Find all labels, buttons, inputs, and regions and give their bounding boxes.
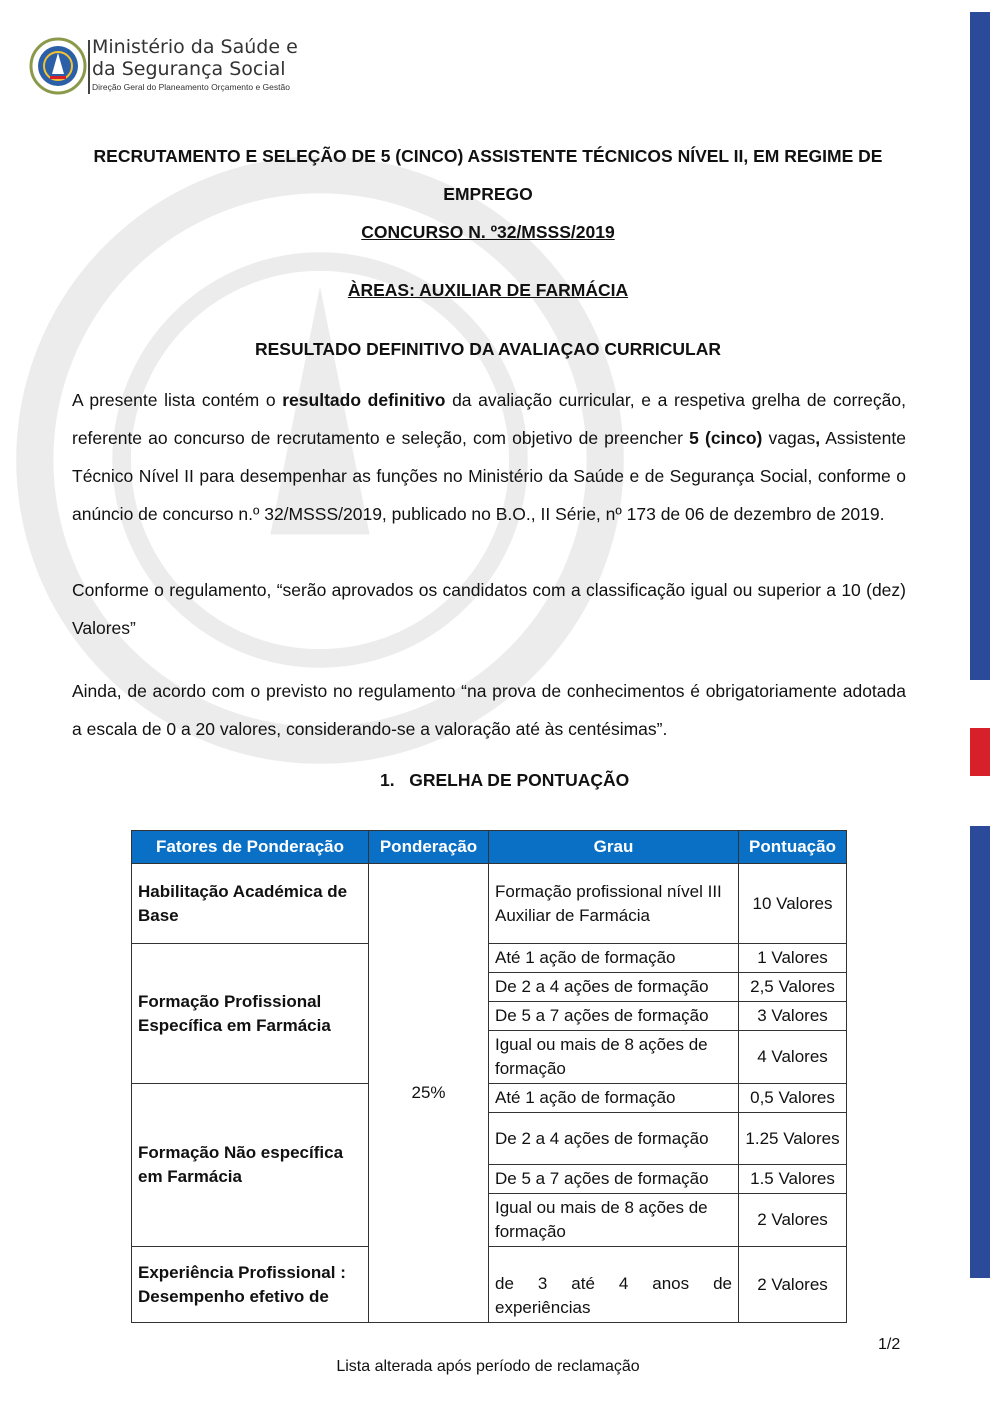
regulation-paragraph: Conforme o regulamento, “serão aprovados os candidatos com a classificação igual ou superior a 10 (dez) Valores” — [72, 580, 906, 638]
degree-cell: De 5 a 7 ações de formação — [489, 1002, 739, 1031]
ministry-logo-text — [92, 36, 298, 92]
table-row — [132, 864, 847, 944]
title-line2: EMPREGO — [443, 184, 533, 204]
logo-separator — [88, 40, 90, 94]
areas-title — [40, 280, 936, 301]
degree-cell: Igual ou mais de 8 ações de formação — [489, 1194, 739, 1247]
score-cell: 1.25 Valores — [739, 1113, 847, 1165]
score-cell: 4 Valores — [739, 1031, 847, 1084]
section-heading — [380, 770, 629, 791]
intro-text-a: A presente lista contém o — [72, 390, 283, 410]
intro-text-g: Assistente Técnico Nível II para desempenhar as funções no Ministério da Saúde e de Segurança Social, conforme o anúncio de concurso n.º 32/MSSS/2019, publicado no B.O., II Série, nº 173 de 06 de dezembro de 2019. — [72, 428, 906, 524]
degree-cell: De 5 a 7 ações de formação — [489, 1165, 739, 1194]
table-row — [132, 944, 847, 973]
weight-cell: 25% — [369, 864, 489, 1323]
directorate-name: Direção Geral do Planeamento Orçamento e Gestão — [92, 82, 290, 92]
factor-experience: Experiência Profissional : Desempenho efetivo de — [132, 1247, 369, 1323]
intro-text-bold-result: resultado definitivo — [282, 390, 446, 410]
degree-cell: Igual ou mais de 8 ações de formação — [489, 1031, 739, 1084]
degree-cell: De 2 a 4 ações de formação — [489, 1113, 739, 1165]
contest-number — [40, 222, 936, 243]
degree-cell: Formação profissional nível III Auxiliar de Farmácia — [489, 864, 739, 944]
footer-note: Lista alterada após período de reclamação — [336, 1358, 640, 1375]
intro-text-e: vagas — [762, 428, 816, 448]
table-row — [132, 1084, 847, 1113]
factor-nonspecific-training: Formação Não específica em Farmácia — [132, 1084, 369, 1247]
score-cell: 2,5 Valores — [739, 973, 847, 1002]
areas-title-text: ÀREAS: AUXILIAR DE FARMÁCIA — [347, 280, 629, 300]
page-number: 1/2 — [878, 1336, 901, 1353]
factor-academic: Habilitação Académica de Base — [132, 864, 369, 944]
score-cell: 10 Valores — [739, 864, 847, 944]
result-title: RESULTADO DEFINITIVO DA AVALIAÇAO CURRICULAR — [255, 339, 721, 359]
contest-number-text: CONCURSO N. º32/MSSS/2019 — [361, 222, 615, 242]
score-cell: 2 Valores — [739, 1247, 847, 1323]
section-title: GRELHA DE PONTUAÇÃO — [409, 770, 630, 790]
degree-cell: de 3 até 4 anos de experiências — [489, 1247, 739, 1323]
scale-paragraph: Ainda, de acordo com o previsto no regulamento “na prova de conhecimentos é obrigatoriamente adotada a escala de 0 a 20 valores, considerando-se a valoração até às centésimas”. — [72, 681, 906, 739]
score-cell: 1 Valores — [739, 944, 847, 973]
intro-text-c: da avaliação curricular, e a respetiva grelha de correção, referente ao concurso de recrutamento e seleção, com objetivo de preencher — [72, 390, 906, 448]
intro-text-comma: , — [815, 428, 821, 448]
title-line1: RECRUTAMENTO E SELEÇÃO DE 5 (CINCO) ASSISTENTE TÉCNICOS NÍVEL II, EM REGIME DE — [93, 146, 883, 166]
cape-verde-seal-icon — [28, 36, 88, 96]
section-number: 1. — [380, 770, 395, 790]
ministry-name-line2: da Segurança Social — [92, 58, 286, 80]
table-header-row — [132, 831, 847, 864]
header-degree: Grau — [489, 831, 739, 864]
side-bar-red — [970, 728, 990, 776]
table-row — [132, 1247, 847, 1323]
score-cell: 0,5 Valores — [739, 1084, 847, 1113]
ministry-name-line1: Ministério da Saúde e — [92, 36, 298, 58]
intro-text-bold-vacancies: 5 (cinco) — [689, 428, 763, 448]
header-score: Pontuação — [739, 831, 847, 864]
side-bar-blue-top — [970, 12, 990, 680]
header-weight: Ponderação — [369, 831, 489, 864]
score-cell: 3 Valores — [739, 1002, 847, 1031]
degree-cell: Até 1 ação de formação — [489, 1084, 739, 1113]
header-factors: Fatores de Ponderação — [132, 831, 369, 864]
score-cell: 2 Valores — [739, 1194, 847, 1247]
degree-cell: De 2 a 4 ações de formação — [489, 973, 739, 1002]
intro-paragraph — [72, 381, 906, 533]
degree-cell: Até 1 ação de formação — [489, 944, 739, 973]
side-bar-blue-bottom — [970, 826, 990, 1278]
factor-specific-training: Formação Profissional Específica em Farmácia — [132, 944, 369, 1084]
scoring-grid-table — [131, 830, 847, 1323]
score-cell: 1.5 Valores — [739, 1165, 847, 1194]
